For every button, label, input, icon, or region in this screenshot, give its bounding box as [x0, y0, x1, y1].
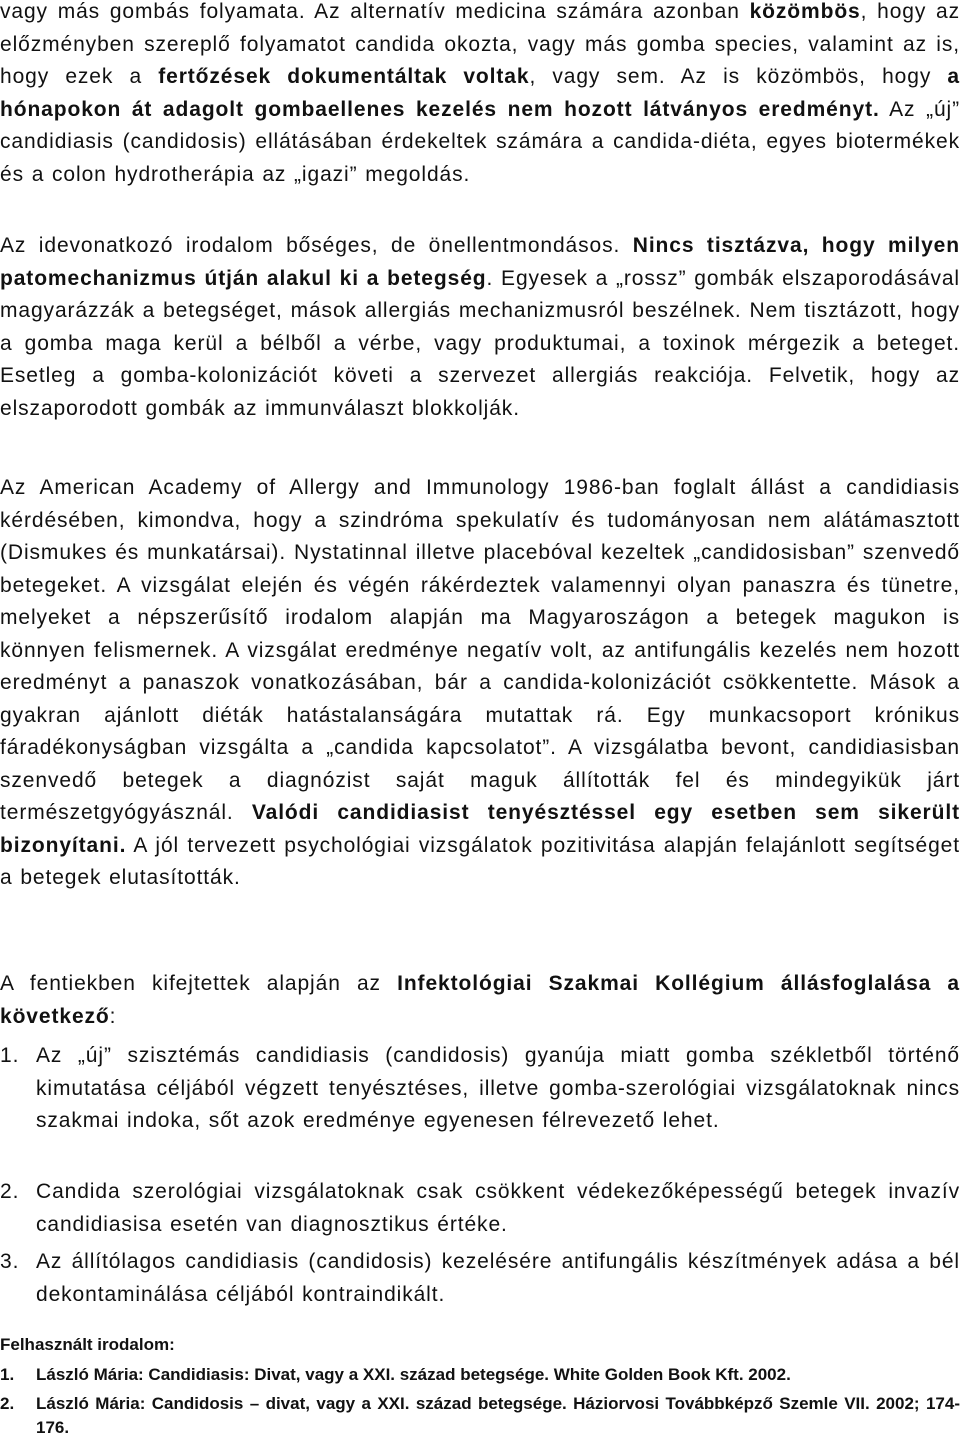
references-heading: Felhasznált irodalom:	[0, 1335, 175, 1354]
text-run: Az „új” candidiasis (candidosis) ellátásában érdekeltek számára a candida-diéta, egyes biotermékek és a colon hydrotherápia az „igazi” megoldás.	[0, 97, 960, 186]
text-run: vagy más gombás folyamata. Az alternatív medicina számára azonban	[0, 0, 750, 23]
bold-text-run: Infektológiai Szakmai Kollégium állásfoglalása a következő	[0, 972, 960, 1028]
list-item-text: Az állítólagos candidiasis (candidosis) kezelésére antifungális készítmények adása a bél dekontaminálása céljából kontraindikált.	[36, 1250, 960, 1306]
bold-text-run: Nincs tisztázva, hogy milyen patomechanizmus útján alakul ki a betegség	[0, 234, 960, 290]
reference-text: László Mária: Candidiasis: Divat, vagy a XXI. század betegsége. White Golden Book Kft. 2002.	[36, 1365, 791, 1384]
list-item-number: 3.	[0, 1250, 20, 1273]
bold-text-run: közömbös	[749, 0, 861, 23]
list-item-text: Candida szerológiai vizsgálatoknak csak csökkent védekezőképességű betegek invazív candidiasisa esetén van diagnosztikus értéke.	[36, 1180, 960, 1236]
reference-number: 2.	[0, 1394, 15, 1413]
list-item	[0, 1176, 960, 1241]
paragraph-literature	[0, 230, 960, 425]
reference-number: 1.	[0, 1365, 15, 1384]
list-item-number: 1.	[0, 1044, 20, 1067]
reference-item	[0, 1363, 960, 1387]
list-item	[0, 1246, 960, 1311]
bold-text-run: fertőzések dokumentáltak voltak	[158, 65, 530, 88]
text-run: :	[109, 1004, 117, 1028]
bold-text-run: Valódi candidiasist tenyésztéssel egy esetben sem sikerült bizonyítani.	[0, 801, 960, 857]
text-run: A fentiekben kifejtettek alapján az	[0, 972, 398, 995]
reference-item	[0, 1392, 960, 1440]
text-run: A jól tervezett psychológiai vizsgálatok pozitivitása alapján felajánlott segítséget a betegek elutasították.	[0, 833, 960, 889]
paragraph-college-statement	[0, 968, 960, 1033]
text-run: Az American Academy of Allergy and Immunology 1986-ban foglalt állást a candidiasis kérdésében, kimondva, hogy a szindróma spekulatív és tudományosan nem alátámasztott (Dismukes és munkatársai). Nystatinnal illetve placebóval kezeltek „candidosisban” szenvedő betegeket. A vizsgálat elején és végén rákérdeztek valamennyi olyan panaszra és tünetre, melyeket a népszerűsítő irodalom alapján ma Magyaroszágon a betegek magukon is könnyen felismernek. A vizsgálat eredménye negatív volt, az antifungális kezelés nem hozott eredményt a panaszok vonatkozásában, bár a candida-kolonizációt csökkentette. Mások a gyakran ajánlott diéták hatástalanságára mutattak rá. Egy munkacsoport krónikus fáradékonyságban vizsgálta a „candida kapcsolatot”. A vizsgálatba bevont, candidiasisban szenvedő betegek a diagnózist saját maguk állították fel és mindegyikük járt természetgyógyásznál.	[0, 476, 960, 824]
bold-text-run: a hónapokon át adagolt gombaellenes kezelés nem hozott látványos eredményt.	[0, 65, 960, 121]
list-item-number: 2.	[0, 1180, 20, 1203]
list-item	[0, 1040, 960, 1138]
text-run: . Egyesek a „rossz” gombák elszaporodásával magyarázzák a betegséget, mások allergiás mechanizmusról beszélnek. Nem tisztázott, hogy a gomba maga kerül a bélből a vérbe, vagy produktumai, a toxinok mérgezik a beteget. Esetleg a gomba-kolonizációt követi a szervezet allergiás reakciója. Felvetik, hogy az elszaporodott gombák az immunválaszt blokkolják.	[0, 266, 960, 420]
paragraph-alternative-medicine	[0, 0, 960, 191]
text-run: , hogy az előzményben szereplő folyamatot candida okozta, vagy más gomba species, valamint az is, hogy ezek a	[0, 0, 960, 88]
list-item-text: Az „új” szisztémás candidiasis (candidosis) gyanúja miatt gomba székletből történő kimutatása céljából végzett tenyésztéses, illetve gomba-szerológiai vizsgálatoknak nincs szakmai indoka, sőt azok eredménye egyenesen félrevezető lehet.	[36, 1044, 960, 1132]
text-run: , vagy sem. Az is közömbös, hogy	[529, 65, 948, 88]
text-run: Az idevonatkozó irodalom bőséges, de önellentmondásos.	[0, 234, 633, 257]
paragraph-academy-study	[0, 472, 960, 895]
reference-text: László Mária: Candidosis – divat, vagy a XXI. század betegsége. Háziorvosi Továbbképző Szemle VII. 2002; 174-176.	[36, 1394, 960, 1437]
